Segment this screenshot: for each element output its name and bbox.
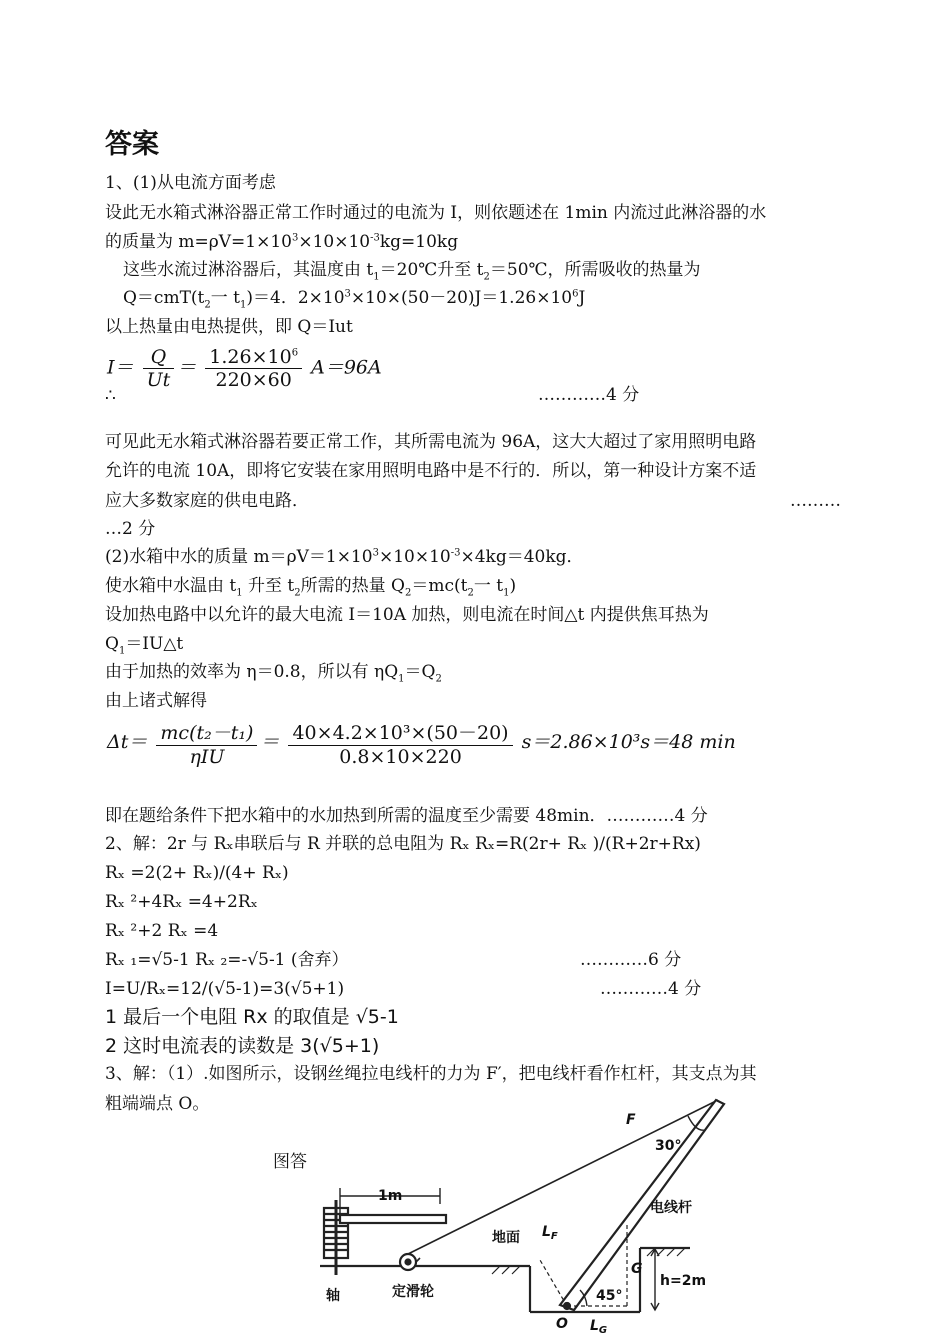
label-angle-30: 30° bbox=[655, 1138, 682, 1154]
q1-part2-line: 使水箱中水温由 $t_1$ 升至 $t_2$所需的热量 $Q_2=mc(t_2$一 $t_1$) bbox=[105, 576, 517, 599]
figure-caption: 图答 bbox=[273, 1152, 307, 1172]
q1-heat-source-line: 以上热量由电热提供，即 Q＝Iut bbox=[105, 317, 353, 337]
label-ground: 地面 bbox=[492, 1230, 520, 1246]
q1-part2-line: $Q_1=IU\triangle t$ bbox=[105, 634, 184, 657]
q1-paragraph-line: 应大多数家庭的供电电路． bbox=[105, 491, 309, 511]
label-G: G bbox=[631, 1261, 643, 1277]
label-LF: $L_F$ bbox=[542, 1224, 558, 1242]
fraction: $\frac{\text{mc(t₂－t₁)}}{\text{ηIU}}$ bbox=[156, 718, 257, 768]
q1-conclusion: 即在题给条件下把水箱中的水加热到所需的温度至少需要 48min．…………4 分 bbox=[105, 806, 708, 826]
label-LG: $L_G$ bbox=[590, 1318, 608, 1336]
time-equation: Δt＝ $\frac{\text{mc(t₂－t₁)}}{\text{ηIU}}$ ＝ $\frac{\text{40×4.2×10³×(50－20)}}{0.8\times 10\times 220}$ s＝2.86×10³s＝48 min bbox=[107, 718, 736, 768]
score-mark: …………4 分 bbox=[600, 979, 702, 999]
q2-answer-1: 1 最后一个电阻 Rx 的取值是 √5-1 bbox=[105, 1006, 399, 1028]
q1-text-line: 设此无水箱式淋浴器正常工作时通过的电流为 I，则依题述在 1min 内流过此淋浴器的水 bbox=[105, 203, 767, 223]
q3-line: 粗端端点 O。 bbox=[105, 1094, 210, 1114]
score-mark: …………4 分 bbox=[538, 385, 640, 405]
q2-line: Rₓ ²+4Rₓ =4+2Rₓ bbox=[105, 892, 258, 912]
therefore-symbol: ∴ bbox=[105, 386, 116, 406]
crank-handle bbox=[340, 1215, 446, 1223]
q1-part2-line: 由上诸式解得 bbox=[105, 691, 207, 711]
q1-part2-line: 设加热电路中以允许的最大电流 I＝10A 加热，则电流在时间△t 内提供焦耳热为 bbox=[105, 605, 709, 625]
label-h: h=2m bbox=[660, 1273, 707, 1289]
score-dots: ……… bbox=[790, 491, 841, 511]
fraction: $\frac{\text{40×4.2×10³×(50－20)}}{0.8\times 10\times 220}$ bbox=[288, 718, 512, 768]
fraction: $\frac{1.26\times 10^6}{220\times 60}$ bbox=[205, 346, 302, 391]
label-F: F bbox=[626, 1112, 636, 1128]
q1-part1-heading: 1、(1)从电流方面考虑 bbox=[105, 173, 276, 193]
score-mark: …………6 分 bbox=[580, 950, 682, 970]
q2-line: I=U/Rₓ=12/(√5-1)=3(√5+1) bbox=[105, 979, 345, 999]
label-angle-45: 45° bbox=[596, 1288, 623, 1304]
label-pulley: 定滑轮 bbox=[392, 1284, 434, 1300]
current-equation: I＝ $\frac{Q}{Ut}$ ＝ $\frac{1.26\times 10^6}{220\times 60}$ A＝96A bbox=[107, 346, 382, 391]
q1-part2-line: 由于加热的效率为 η＝0.8，所以有 $\eta Q_1=Q_2$ bbox=[105, 662, 442, 685]
q1-temp-line: 这些水流过淋浴器后，其温度由 $t_1=20℃$升至 $t_2=50℃$，所需吸收的热量为 bbox=[123, 260, 701, 283]
label-length: 1m bbox=[378, 1188, 403, 1204]
label-axle: 轴 bbox=[326, 1288, 340, 1304]
q2-line: Rₓ ²+2 Rₓ =4 bbox=[105, 921, 219, 941]
page-title: 答案 bbox=[105, 129, 159, 160]
fraction: $\frac{Q}{Ut}$ bbox=[143, 346, 175, 391]
q1-heat-line: $Q=cmT(t_2$一 $t_1)=4$．$2\times 10^3\times 10\times(50-20)J=1.26\times 10^6J$ bbox=[123, 288, 586, 311]
q2-line: 2、解：2r 与 Rₓ串联后与 R 并联的总电阻为 Rₓ Rₓ=R(2r+ Rₓ )/(R+2r+Rx) bbox=[105, 834, 701, 854]
q1-mass-line: 的质量为 $m=\rho V=1\times 10^3\times 10\times 10^{-3}kg=10kg$ bbox=[105, 232, 459, 252]
label-O: O bbox=[556, 1316, 568, 1332]
score-mark: …2 分 bbox=[105, 519, 156, 539]
label-pole: 电线杆 bbox=[650, 1200, 692, 1216]
q1-part2-line: (2)水箱中水的质量 $m=\rho V=1\times 10^3\times 10\times 10^{-3}\times 4kg=40kg$． bbox=[105, 547, 584, 567]
q2-line: Rₓ ₁=√5-1 Rₓ ₂=-√5-1 (舍弃） bbox=[105, 950, 349, 970]
q2-answer-2: 2 这时电流表的读数是 3(√5+1) bbox=[105, 1035, 380, 1057]
q1-paragraph-line: 允许的电流 10A，即将它安装在家用照明电路中是不行的．所以，第一种设计方案不适 bbox=[105, 461, 757, 481]
q1-paragraph-line: 可见此无水箱式淋浴器若要正常工作，其所需电流为 96A，这大大超过了家用照明电路 bbox=[105, 432, 757, 452]
q2-line: Rₓ =2(2+ Rₓ)/(4+ Rₓ) bbox=[105, 863, 289, 883]
q3-line: 3、解：（1）.如图所示，设钢丝绳拉电线杆的力为 F′，把电线杆看作杠杆，其支点为其 bbox=[105, 1064, 757, 1084]
